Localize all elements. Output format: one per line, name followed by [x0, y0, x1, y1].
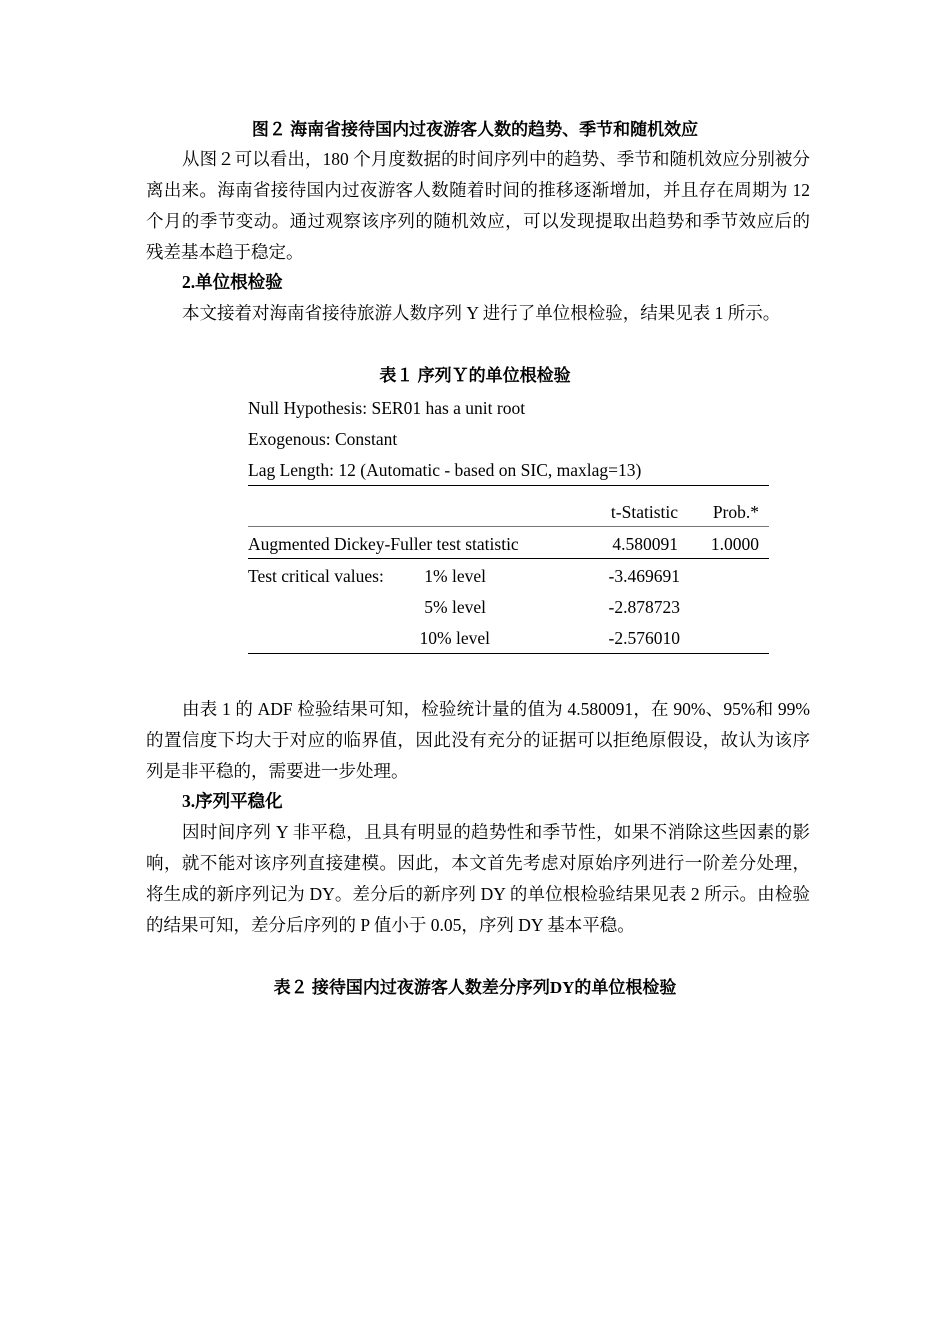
- table2-caption: 表２ 接待国内过夜游客人数差分序列DY的单位根检验: [273, 978, 677, 997]
- adf-t-statistic: 4.580091: [612, 534, 678, 554]
- table-rule-middle: [248, 558, 769, 559]
- table-rule-top: [248, 485, 769, 486]
- exogenous: Exogenous: Constant: [248, 429, 398, 449]
- null-hypothesis: Null Hypothesis: SER01 has a unit root: [248, 398, 526, 418]
- table-rule-bottom: [248, 653, 769, 654]
- section-heading-unit-root: 2.单位根检验: [182, 272, 283, 292]
- paragraph-unit-root-intro: 本文接着对海南省接待旅游人数序列 Y 进行了单位根检验，结果见表 1 所示。: [182, 303, 781, 323]
- paragraph-adf-result: 由表 1 的 ADF 检验结果可知，检验统计量的值为 4.580091，在 90%、95%和 99%的置信度下均大于对应的临界值，因此没有充分的证据可以拒绝原假设，故认为该序列是非平稳的，需要进一步处理。: [146, 699, 810, 781]
- section-heading-stationarity: 3.序列平稳化: [182, 791, 283, 811]
- table-rule-header: [248, 526, 769, 527]
- paragraph-figure-analysis: 从图２可以看出，180 个月度数据的时间序列中的趋势、季节和随机效应分别被分离出来。海南省接待国内过夜游客人数随着时间的推移逐渐增加，并且存在周期为 12 个月的季节变动。通过观察该序列的随机效应，可以发现提取出趋势和季节效应后的残差基本趋于稳定。: [146, 149, 810, 262]
- figure-caption: 图２ 海南省接待国内过夜游客人数的趋势、季节和随机效应: [251, 120, 699, 139]
- crit-level: 5% level: [424, 597, 486, 617]
- crit-level: 1% level: [424, 566, 486, 586]
- crit-value: -2.576010: [608, 628, 680, 648]
- lag-length: Lag Length: 12 (Automatic - based on SIC, maxlag=13): [248, 460, 642, 480]
- col-header-t-statistic: t-Statistic: [610, 502, 678, 522]
- adf-prob: 1.0000: [710, 534, 759, 554]
- crit-level: 10% level: [419, 628, 490, 648]
- adf-label: Augmented Dickey-Fuller test statistic: [248, 534, 519, 554]
- crit-value: -2.878723: [608, 597, 680, 617]
- col-header-prob: Prob.*: [712, 502, 759, 522]
- paragraph-differencing: 因时间序列 Y 非平稳，且具有明显的趋势性和季节性，如果不消除这些因素的影响，就不能对该序列直接建模。因此，本文首先考虑对原始序列进行一阶差分处理，将生成的新序列记为 DY。差分后的新序列 DY 的单位根检验结果见表 2 所示。由检验的结果可知，差分后序列的 P 值小于 0.05，序列 DY 基本平稳。: [146, 822, 810, 935]
- table1-caption: 表１ 序列Ｙ的单位根检验: [379, 366, 571, 385]
- critical-values-label: Test critical values:: [248, 566, 384, 586]
- crit-value: -3.469691: [608, 566, 680, 586]
